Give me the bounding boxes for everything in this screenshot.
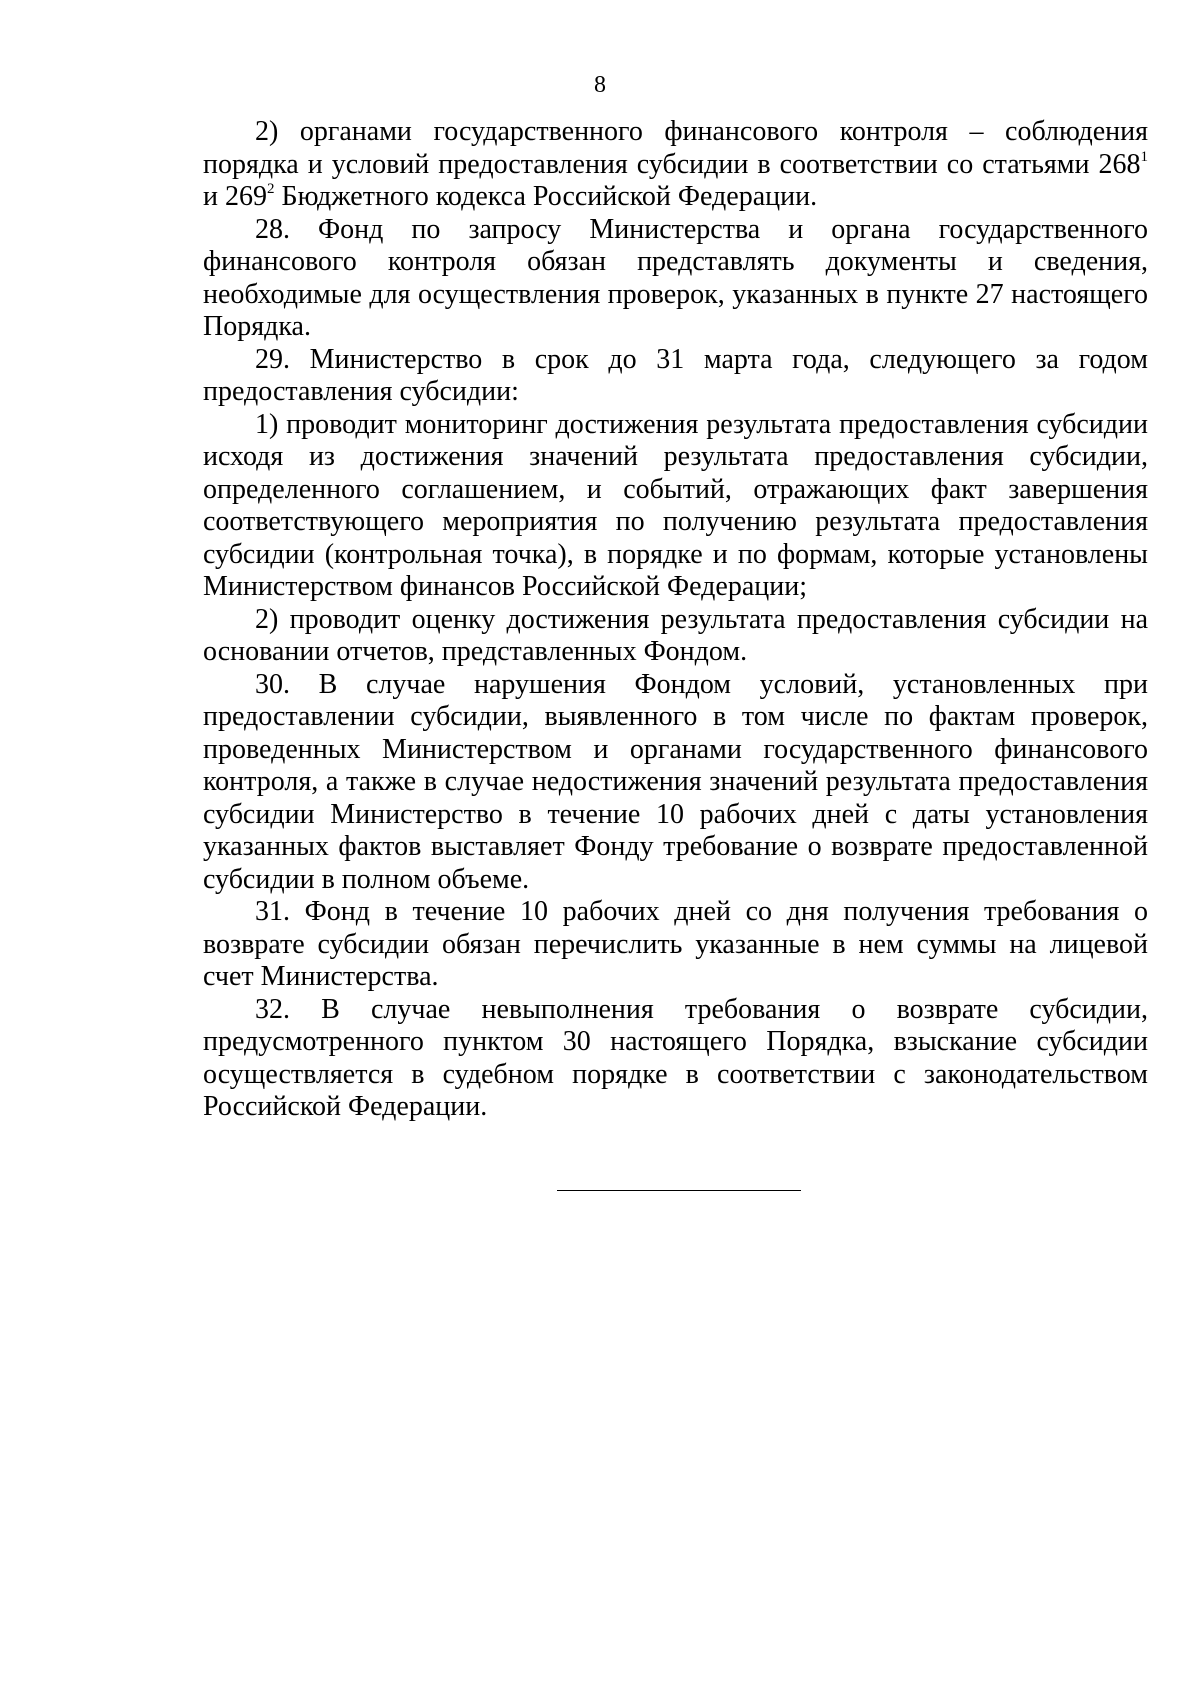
- page-number: 8: [594, 72, 606, 98]
- paragraph-30: 30. В случае нарушения Фондом условий, установленных при предоставлении субсидии, выявленного в том числе по фактам проверок, проведенных Министерством и органами государственного финансового контроля, а также в случае недостижения значений результата предоставления субсидии Министерство в течение 10 рабочих дней с даты установления указанных фактов выставляет Фонду требование о возврате предоставленной субсидии в полном объеме.: [203, 668, 1148, 895]
- paragraph-29: 29. Министерство в срок до 31 марта года, следующего за годом предоставления субсидии:: [203, 343, 1148, 407]
- paragraph-27-item-2: [203, 116, 1148, 214]
- paragraph-29-item-1: 1) проводит мониторинг достижения результата предоставления субсидии исходя из достижения значений результата предоставления субсидии, определенного соглашением, и событий, отражающих факт завершения соответствующего мероприятия по получению результата предоставления субсидии (контрольная точка), в порядке и по формам, которые установлены Министерством финансов Российской Федерации;: [203, 408, 1148, 602]
- superscript: 2: [266, 181, 275, 197]
- paragraph-28: 28. Фонд по запросу Министерства и органа государственного финансового контроля обязан представлять документы и сведения, необходимые для осуществления проверок, указанных в пункте 27 настоящего Порядка.: [203, 213, 1148, 342]
- paragraph-29-item-2: 2) проводит оценку достижения результата предоставления субсидии на основании отчетов, представленных Фондом.: [203, 603, 1148, 667]
- paragraph-31: 31. Фонд в течение 10 рабочих дней со дня получения требования о возврате субсидии обязан перечислить указанные в нем суммы на лицевой счет Министерства.: [203, 896, 1148, 992]
- paragraph-text: и 269: [203, 181, 267, 212]
- end-of-document-rule: [557, 1190, 801, 1191]
- paragraph-text: 2) органами государственного финансового контроля – соблюдения порядка и условий предоставления субсидии в соответствии со статьями 268: [203, 116, 1148, 180]
- superscript: 1: [1140, 148, 1148, 165]
- document-body: [203, 116, 1148, 1124]
- paragraph-text: Бюджетного кодекса Российской Федерации.: [274, 181, 818, 212]
- paragraph-32: 32. В случае невыполнения требования о возврате субсидии, предусмотренного пунктом 30 настоящего Порядка, взыскание субсидии осуществляется в судебном порядке в соответствии с законодательством Российской Федерации.: [203, 993, 1148, 1122]
